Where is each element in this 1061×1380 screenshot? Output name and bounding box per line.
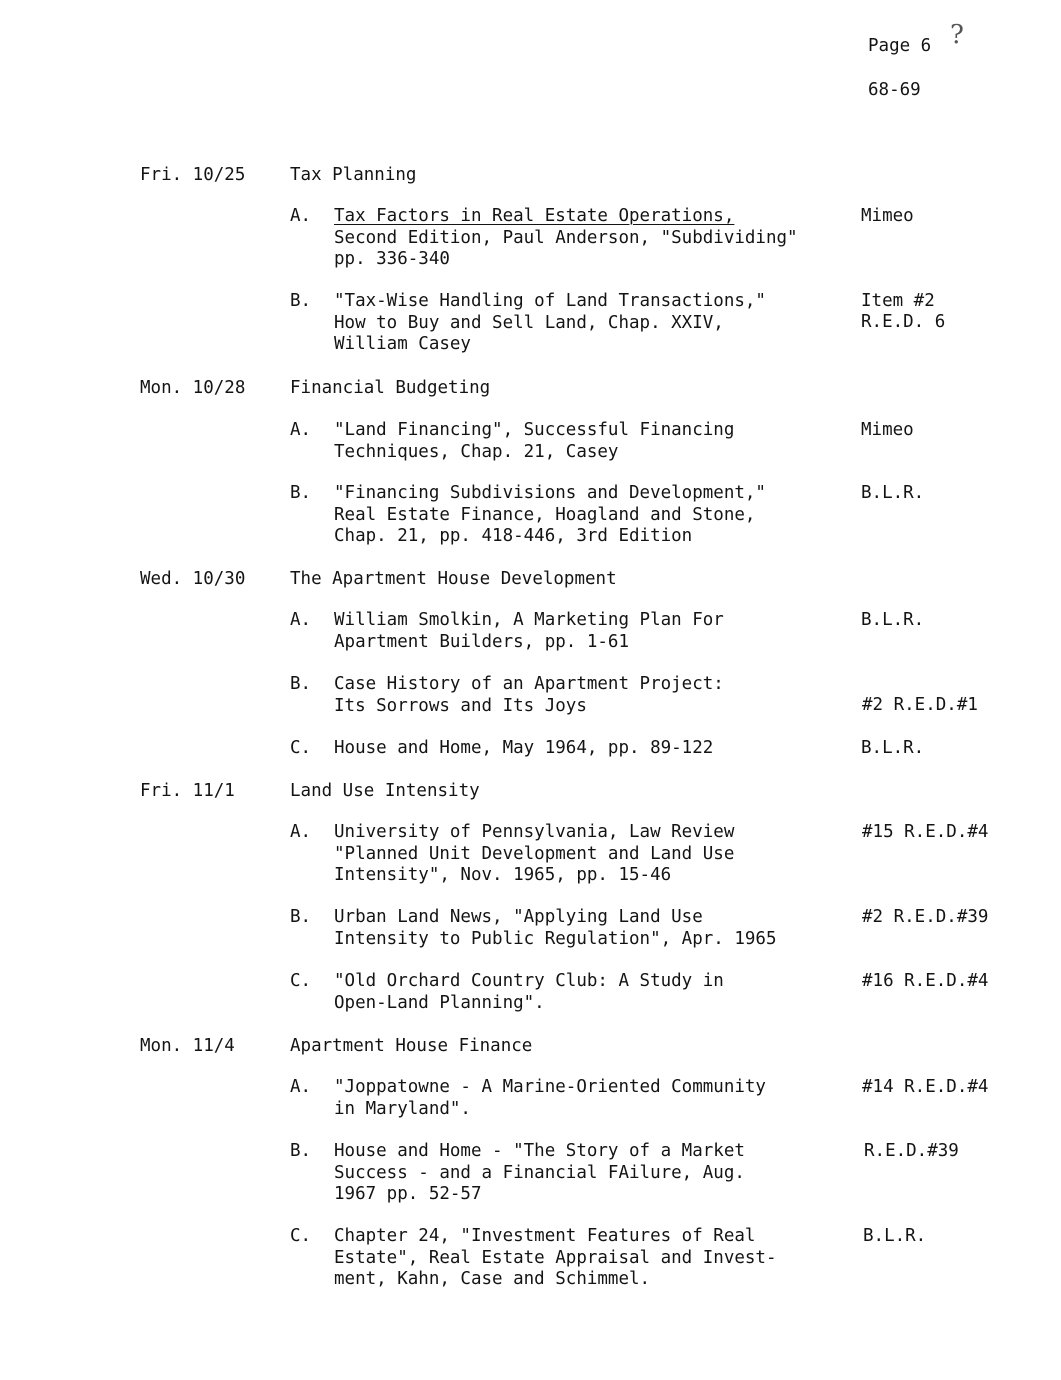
item-letter: B. xyxy=(290,483,312,503)
reference-line: pp. 336-340 xyxy=(334,249,450,269)
reference-line: Second Edition, Paul Anderson, "Subdividing" xyxy=(334,227,798,248)
reading-reference xyxy=(334,610,844,653)
reference-line: Estate", Real Estate Appraisal and Invest- xyxy=(334,1247,777,1268)
reference-line: Case History of an Apartment Project: xyxy=(334,674,724,694)
reference-line: How to Buy and Sell Land, Chap. XXIV, xyxy=(334,312,724,333)
reading-reference xyxy=(334,1141,844,1206)
reading-reference xyxy=(334,971,844,1014)
item-letter: C. xyxy=(290,738,312,758)
session-topic: The Apartment House Development xyxy=(290,569,617,589)
reading-source: #14 R.E.D.#4 xyxy=(862,1077,989,1097)
session-date: Fri. 11/1 xyxy=(140,781,235,801)
session-date: Mon. 10/28 xyxy=(140,378,246,398)
reading-reference xyxy=(334,738,844,760)
item-letter: B. xyxy=(290,291,312,311)
item-letter: A. xyxy=(290,206,312,226)
reference-line: Apartment Builders, pp. 1-61 xyxy=(334,631,630,652)
item-letter: A. xyxy=(290,420,312,440)
reading-reference xyxy=(334,420,844,463)
academic-year: 68-69 xyxy=(868,80,921,100)
reference-line: University of Pennsylvania, Law Review xyxy=(334,822,735,842)
item-letter: B. xyxy=(290,1141,312,1161)
reference-line: "Joppatowne - A Marine-Oriented Community xyxy=(334,1077,766,1097)
reference-line: William Casey xyxy=(334,334,471,354)
session-topic: Apartment House Finance xyxy=(290,1036,533,1056)
reference-line: William Smolkin, A Marketing Plan For xyxy=(334,610,724,630)
reference-line: Urban Land News, "Applying Land Use xyxy=(334,907,703,927)
reference-line: "Tax-Wise Handling of Land Transactions," xyxy=(334,291,766,311)
item-letter: A. xyxy=(290,1077,312,1097)
reading-reference xyxy=(334,1226,844,1291)
reading-source: R.E.D.#39 xyxy=(864,1141,959,1161)
reading-reference xyxy=(334,1077,844,1120)
reading-source: Item #2 xyxy=(861,291,935,311)
reference-line: Real Estate Finance, Hoagland and Stone, xyxy=(334,504,756,525)
reference-line: "Old Orchard Country Club: A Study in xyxy=(334,971,724,991)
reading-source: B.L.R. xyxy=(861,610,925,630)
reading-source: #2 R.E.D.#1 xyxy=(862,695,978,715)
reading-source: B.L.R. xyxy=(861,483,925,503)
reading-source: Mimeo xyxy=(861,420,914,440)
item-letter: C. xyxy=(290,971,312,991)
reference-line: "Planned Unit Development and Land Use xyxy=(334,843,735,864)
reference-line: "Financing Subdivisions and Development," xyxy=(334,483,766,503)
reference-line: Intensity", Nov. 1965, pp. 15-46 xyxy=(334,865,672,885)
reference-line: Intensity to Public Regulation", Apr. 1965 xyxy=(334,928,777,949)
reference-line: Tax Factors in Real Estate Operations, xyxy=(334,206,735,226)
reference-line: ment, Kahn, Case and Schimmel. xyxy=(334,1269,651,1289)
reference-line: "Land Financing", Successful Financing xyxy=(334,420,735,440)
reading-source: B.L.R. xyxy=(861,738,925,758)
reference-line: 1967 pp. 52-57 xyxy=(334,1184,482,1204)
reading-reference xyxy=(334,483,844,548)
reference-line: Techniques, Chap. 21, Casey xyxy=(334,441,619,462)
session-date: Wed. 10/30 xyxy=(140,569,246,589)
handwritten-question-mark: ? xyxy=(950,20,964,50)
reading-reference xyxy=(334,674,844,717)
item-letter: B. xyxy=(290,907,312,927)
session-date: Mon. 11/4 xyxy=(140,1036,235,1056)
reference-line: Chap. 21, pp. 418-446, 3rd Edition xyxy=(334,526,693,546)
reference-line: House and Home, May 1964, pp. 89-122 xyxy=(334,738,714,758)
item-letter: A. xyxy=(290,822,312,842)
item-letter: A. xyxy=(290,610,312,630)
reference-line: Open-Land Planning". xyxy=(334,992,545,1013)
reading-source: B.L.R. xyxy=(863,1226,927,1246)
reading-reference xyxy=(334,907,844,950)
session-date: Fri. 10/25 xyxy=(140,165,246,185)
reference-line: House and Home - "The Story of a Market xyxy=(334,1141,745,1161)
reference-line: Chapter 24, "Investment Features of Real xyxy=(334,1226,756,1246)
session-topic: Tax Planning xyxy=(290,165,417,185)
reading-reference xyxy=(334,822,844,887)
page-number: Page 6 xyxy=(868,36,932,56)
reading-source: #16 R.E.D.#4 xyxy=(862,971,989,991)
reference-line: in Maryland". xyxy=(334,1098,471,1119)
reference-line: Its Sorrows and Its Joys xyxy=(334,695,587,716)
reading-source: #2 R.E.D.#39 xyxy=(862,907,989,927)
item-letter: B. xyxy=(290,674,312,694)
reading-source: Mimeo xyxy=(861,206,914,226)
item-letter: C. xyxy=(290,1226,312,1246)
reference-line: Success - and a Financial FAilure, Aug. xyxy=(334,1162,745,1183)
reading-reference xyxy=(334,206,844,271)
session-topic: Land Use Intensity xyxy=(290,781,480,801)
reading-source: #15 R.E.D.#4 xyxy=(862,822,989,842)
reading-source-secondary: R.E.D. 6 xyxy=(861,312,946,332)
session-topic: Financial Budgeting xyxy=(290,378,491,398)
reading-reference xyxy=(334,291,844,356)
